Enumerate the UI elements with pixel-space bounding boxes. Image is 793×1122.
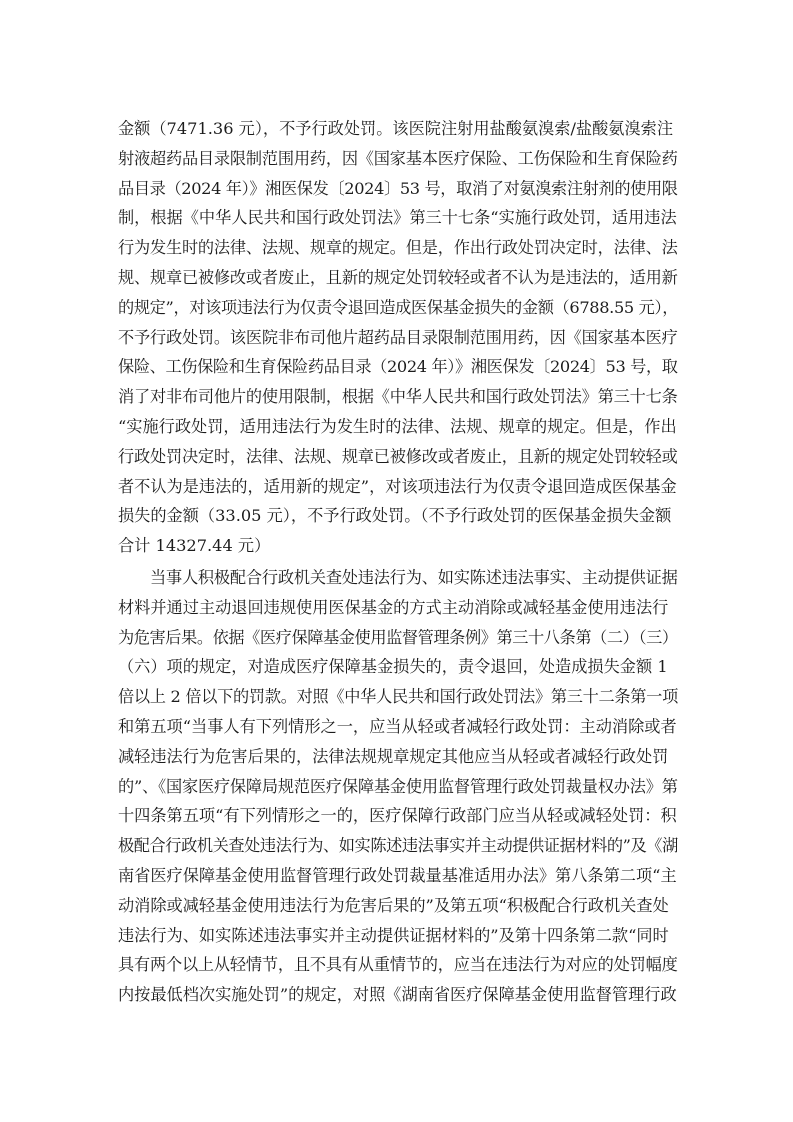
text-line: 的”、《国家医疗保障局规范医疗保障基金使用监督管理行政处罚裁量权办法》第 bbox=[118, 776, 678, 796]
text-line: 十四条第五项“有下列情形之一的，医疗保障行政部门应当从轻或减轻处罚：积 bbox=[118, 806, 677, 826]
text-line: 损失的金额（33.05 元），不予行政处罚。（不予行政处罚的医保基金损失金额 bbox=[118, 506, 672, 526]
text-line: 违法行为、如实陈述违法事实并主动提供证据材料的”及第十四条第二款“同时 bbox=[118, 925, 669, 945]
text-line: 行政处罚决定时，法律、法规、规章已被修改或者废止，且新的规定处罚较轻或 bbox=[118, 446, 678, 466]
text-line: 倍以上 2 倍以下的罚款。对照《中华人民共和国行政处罚法》第三十二条第一项 bbox=[118, 687, 678, 707]
text-line: 减轻违法行为危害后果的，法律法规规章规定其他应当从轻或者减轻行政处罚 bbox=[118, 746, 669, 766]
text-line: 规、规章已被修改或者废止，且新的规定处罚较轻或者不认为是违法的，适用新 bbox=[118, 267, 678, 287]
text-line: 保险、工伤保险和生育保险药品目录（2024 年）》湘医保发〔2024〕53 号，取 bbox=[118, 357, 678, 377]
text-line: 行为发生时的法律、法规、规章的规定。但是，作出行政处罚决定时，法律、法 bbox=[118, 238, 678, 258]
text-line: 的规定”，对该项违法行为仅责令退回造成医保基金损失的金额（6788.55 元）， bbox=[118, 297, 678, 317]
text-line: “实施行政处罚，适用违法行为发生时的法律、法规、规章的规定。但是，作出 bbox=[118, 416, 677, 436]
paragraph-2 bbox=[118, 563, 678, 1010]
text-line: 极配合行政机关查处违法行为、如实陈述违法事实并主动提供证据材料的”及《湖 bbox=[118, 836, 678, 856]
text-line: 消了对非布司他片的使用限制，根据《中华人民共和国行政处罚法》第三十七条 bbox=[118, 387, 678, 407]
text-line: 合计 14327.44 元） bbox=[118, 536, 271, 556]
paragraph-1 bbox=[118, 114, 678, 561]
text-line: 不予行政处罚。该医院非布司他片超药品目录限制范围用药，因《国家基本医疗 bbox=[118, 327, 678, 347]
text-line: 者不认为是违法的，适用新的规定”，对该项违法行为仅责令退回造成医保基金 bbox=[118, 476, 677, 496]
text-line: 制，根据《中华人民共和国行政处罚法》第三十七条“实施行政处罚，适用违法 bbox=[118, 208, 677, 228]
text-line: 材料并通过主动退回违规使用医保基金的方式主动消除或减轻基金使用违法行 bbox=[118, 597, 669, 617]
text-line: 和第五项“当事人有下列情形之一，应当从轻或者减轻行政处罚：主动消除或者 bbox=[118, 716, 677, 736]
text-line: 射液超药品目录限制范围用药，因《国家基本医疗保险、工伤保险和生育保险药 bbox=[118, 148, 678, 168]
text-line: 南省医疗保障基金使用监督管理行政处罚裁量基准适用办法》第八条第二项“主 bbox=[118, 865, 677, 885]
text-line: 动消除或减轻基金使用违法行为危害后果的”及第五项“积极配合行政机关查处 bbox=[118, 895, 669, 915]
text-line: 品目录（2024 年）》湘医保发〔2024〕53 号，取消了对氨溴索注射剂的使用限 bbox=[118, 178, 678, 198]
text-line: 具有两个以上从轻情节，且不具有从重情节的，应当在违法行为对应的处罚幅度 bbox=[118, 955, 678, 975]
text-line: 内按最低档次实施处罚”的规定，对照《湖南省医疗保障基金使用监督管理行政 bbox=[118, 985, 677, 1005]
text-line: （六）项的规定，对造成医疗保障基金损失的，责令退回，处造成损失金额 1 bbox=[118, 657, 668, 677]
text-line: 金额（7471.36 元），不予行政处罚。该医院注射用盐酸氨溴索/盐酸氨溴索注 bbox=[118, 119, 674, 138]
text-line: 为危害后果。依据《医疗保障基金使用监督管理条例》第三十八条第（二）（三） bbox=[118, 627, 678, 647]
text-line: 当事人积极配合行政机关查处违法行为、如实陈述违法事实、主动提供证据 bbox=[118, 568, 678, 587]
